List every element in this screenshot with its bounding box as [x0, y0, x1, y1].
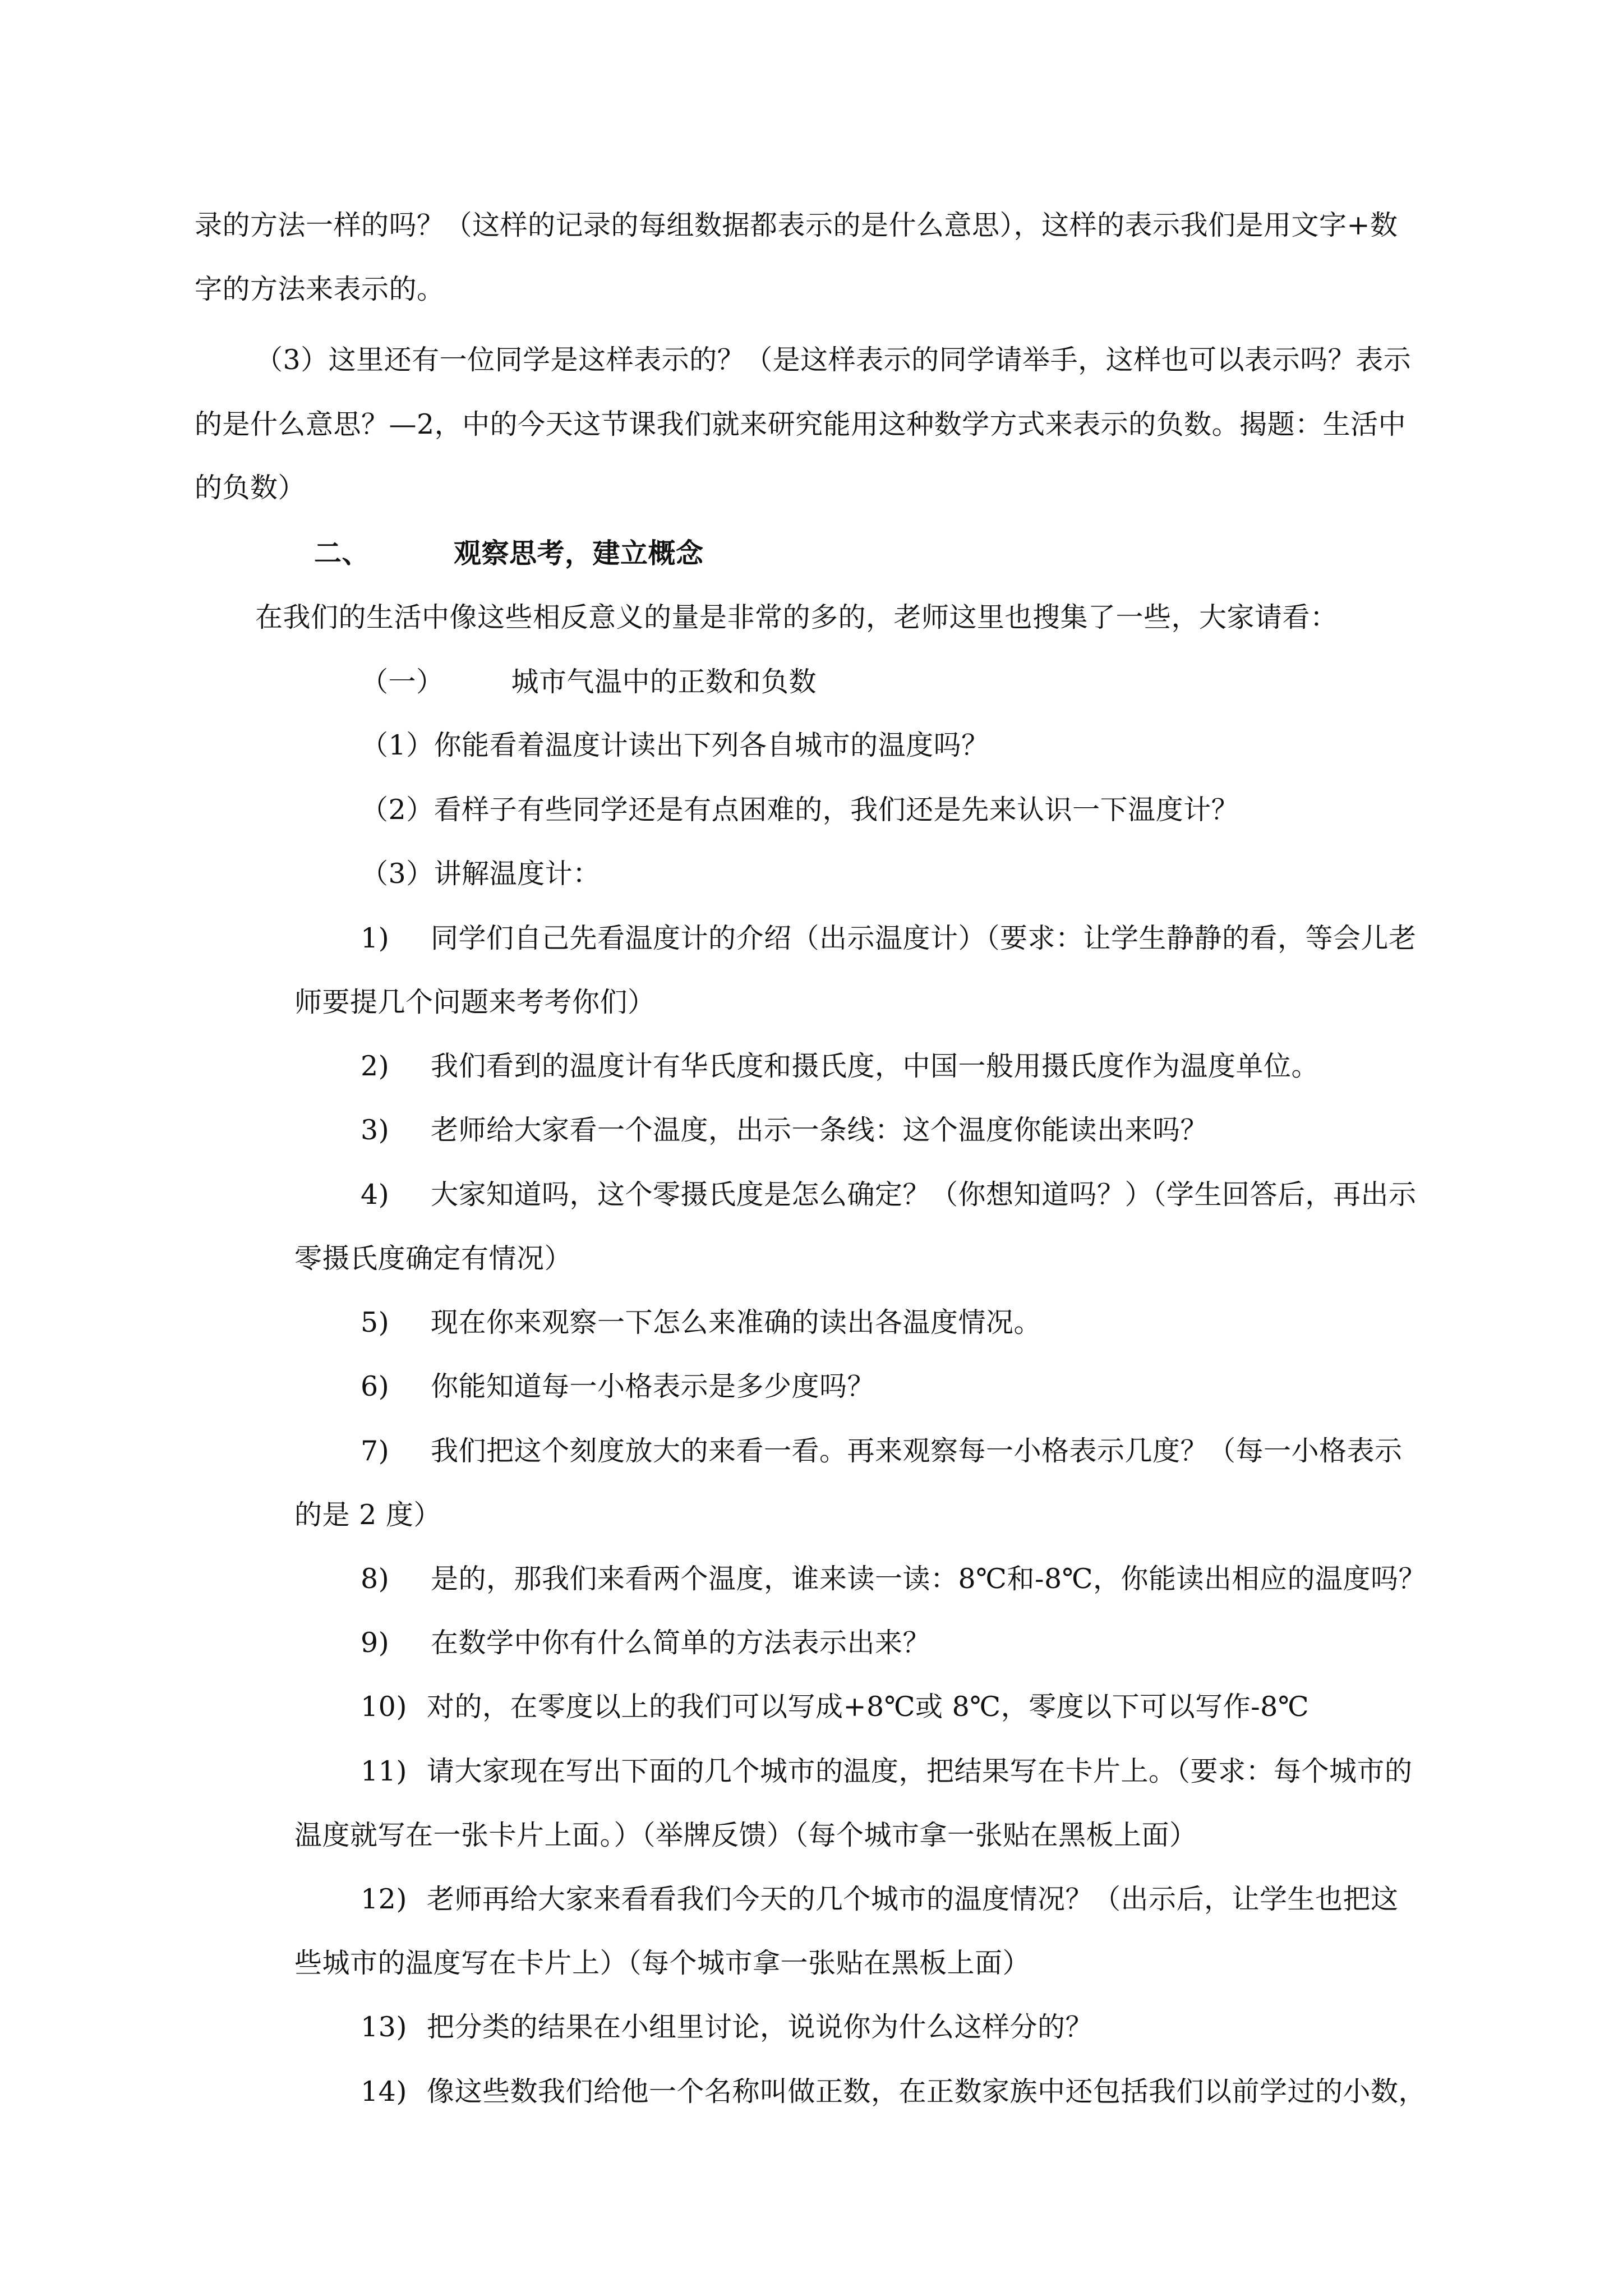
question-item: （2）看样子有些同学还是有点困难的，我们还是先来认识一下温度计？: [361, 794, 1239, 826]
step-number: 5): [361, 1306, 390, 1338]
step-text: 在数学中你有什么简单的方法表示出来？: [431, 1627, 931, 1659]
step-number: 2): [361, 1050, 390, 1082]
step-text: 是的，那我们来看两个温度，谁来读一读：8℃和-8℃，你能读出相应的温度吗？: [431, 1563, 1427, 1595]
step-item: [361, 1690, 1309, 1724]
paragraph-3-line: 的负数）: [195, 472, 306, 504]
step-number: 13): [361, 2011, 407, 2043]
step-continuation: 师要提几个问题来考考你们）: [294, 986, 656, 1018]
step-item: [361, 1883, 1399, 1916]
step-item: [361, 1626, 930, 1660]
text-line: 字的方法来表示的。: [195, 273, 445, 305]
step-continuation: 零摄氏度确定有情况）: [294, 1243, 573, 1274]
step-text: 现在你来观察一下怎么来准确的读出各温度情况。: [431, 1306, 1042, 1338]
step-number: 4): [361, 1179, 390, 1211]
question-item: （3）讲解温度计：: [361, 858, 601, 890]
question-item: （1）你能看着温度计读出下列各自城市的温度吗？: [361, 729, 989, 761]
section-intro: 在我们的生活中像这些相反意义的量是非常的多的，老师这里也搜集了一些，大家请看：: [255, 601, 1338, 633]
step-item: [361, 2075, 1426, 2109]
step-number: 12): [361, 1883, 407, 1915]
step-number: 14): [361, 2076, 407, 2108]
section-title: 观察思考，建立概念: [454, 537, 704, 569]
step-number: 7): [361, 1435, 390, 1467]
paragraph-3-line: （3）这里还有一位同学是这样表示的？（是这样表示的同学请举手，这样也可以表示吗？表示: [255, 344, 1412, 376]
step-number: 8): [361, 1563, 390, 1595]
section-number: 二、: [314, 537, 370, 569]
step-item: [361, 1562, 1426, 1596]
step-item: [361, 1434, 1403, 1468]
subsection-number: （一）: [361, 666, 444, 698]
step-text: 把分类的结果在小组里讨论，说说你为什么这样分的？: [427, 2011, 1094, 2043]
step-continuation: 温度就写在一张卡片上面。）（举牌反馈）（每个城市拿一张贴在黑板上面）: [294, 1819, 1197, 1851]
subsection-title: 城市气温中的正数和负数: [511, 666, 817, 698]
step-item: [361, 922, 1417, 955]
step-number: 1): [361, 922, 390, 954]
step-item: [361, 1370, 875, 1404]
step-number: 11): [361, 1755, 407, 1787]
step-item: [361, 1306, 1041, 1340]
step-continuation: 的是 2 度）: [294, 1499, 441, 1531]
step-item: [361, 2010, 1093, 2044]
step-item: [361, 1114, 1208, 1147]
step-text: 我们看到的温度计有华氏度和摄氏度，中国一般用摄氏度作为温度单位。: [431, 1050, 1320, 1082]
step-text: 大家知道吗，这个零摄氏度是怎么确定？（你想知道吗？）（学生回答后，再出示: [431, 1179, 1417, 1211]
step-item: [361, 1755, 1413, 1788]
step-number: 9): [361, 1627, 390, 1659]
step-text: 像这些数我们给他一个名称叫做正数，在正数家族中还包括我们以前学过的小数，: [427, 2076, 1427, 2108]
step-item: [361, 1178, 1417, 1212]
step-text: 我们把这个刻度放大的来看一看。再来观察每一小格表示几度？（每一小格表示: [431, 1435, 1403, 1467]
step-text: 老师给大家看一个温度，出示一条线：这个温度你能读出来吗？: [431, 1114, 1209, 1146]
step-text: 对的，在零度以上的我们可以写成+8℃或 8℃，零度以下可以写作-8℃: [427, 1691, 1310, 1723]
subsection-heading: [361, 665, 817, 699]
step-text: 请大家现在写出下面的几个城市的温度，把结果写在卡片上。（要求：每个城市的: [427, 1755, 1413, 1787]
step-number: 3): [361, 1114, 390, 1146]
step-text: 同学们自己先看温度计的介绍（出示温度计）（要求：让学生静静的看，等会儿老: [431, 922, 1417, 954]
step-text: 老师再给大家来看看我们今天的几个城市的温度情况？（出示后，让学生也把这: [427, 1883, 1399, 1915]
step-number: 6): [361, 1370, 390, 1402]
step-text: 你能知道每一小格表示是多少度吗？: [431, 1370, 875, 1402]
step-number: 10): [361, 1691, 407, 1723]
step-continuation: 些城市的温度写在卡片上）（每个城市拿一张贴在黑板上面）: [294, 1947, 1031, 1979]
section-heading: [314, 536, 704, 570]
text-line: 录的方法一样的吗？（这样的记录的每组数据都表示的是什么意思），这样的表示我们是用文字+数: [195, 209, 1398, 241]
paragraph-3-line: 的是什么意思？—2，中的今天这节课我们就来研究能用这种数学方式来表示的负数。揭题：生活中: [195, 408, 1407, 440]
step-item: [361, 1050, 1319, 1083]
